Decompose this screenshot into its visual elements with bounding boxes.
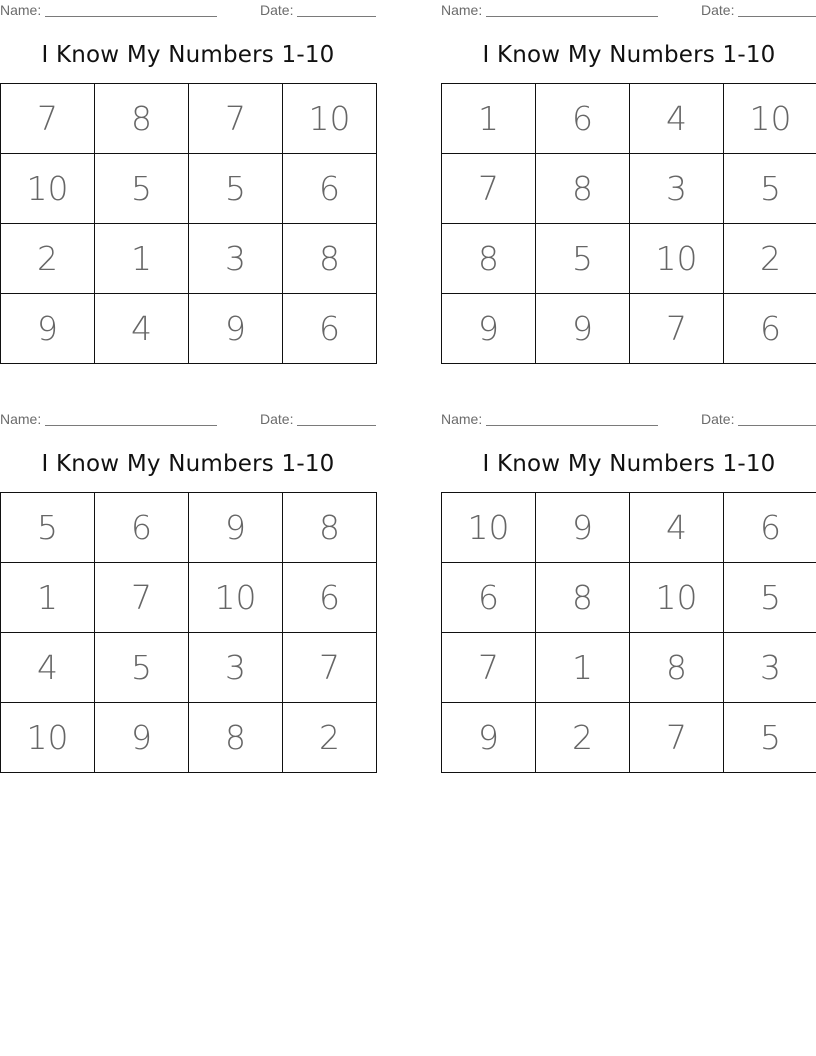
- number-cell: 7: [630, 294, 724, 364]
- number-cell: 1: [442, 84, 536, 154]
- date-blank-line: [297, 411, 376, 426]
- number-cell: 6: [283, 563, 377, 633]
- number-cell: 1: [1, 563, 95, 633]
- number-cell: 8: [283, 493, 377, 563]
- number-cell: 4: [630, 84, 724, 154]
- number-cell: 9: [95, 703, 189, 773]
- name-date-line: [441, 409, 816, 429]
- grid-row: [442, 154, 816, 224]
- number-cell: 8: [536, 154, 630, 224]
- grid-row: [1, 154, 377, 224]
- date-blank-line: [738, 411, 816, 426]
- number-cell: 10: [630, 563, 724, 633]
- number-cell: 7: [283, 633, 377, 703]
- number-cell: 9: [189, 493, 283, 563]
- name-label: Name:: [441, 2, 483, 18]
- number-cell: 10: [442, 493, 536, 563]
- date-blank-line: [297, 2, 376, 17]
- number-cell: 3: [189, 633, 283, 703]
- number-cell: 10: [724, 84, 816, 154]
- date-label: Date:: [701, 411, 735, 427]
- number-cell: 10: [630, 224, 724, 294]
- worksheet-title: I Know My Numbers 1-10: [41, 451, 335, 477]
- number-cell: 5: [189, 154, 283, 224]
- name-date-line: [0, 409, 376, 429]
- grid-row: [1, 703, 377, 773]
- name-label: Name:: [0, 411, 42, 427]
- name-blank-line: [486, 2, 658, 17]
- number-cell: 6: [724, 493, 816, 563]
- number-cell: 10: [283, 84, 377, 154]
- number-cell: 8: [536, 563, 630, 633]
- grid-row: [1, 84, 377, 154]
- number-cell: 7: [189, 84, 283, 154]
- number-cell: 8: [283, 224, 377, 294]
- number-cell: 4: [95, 294, 189, 364]
- number-cell: 8: [95, 84, 189, 154]
- name-blank-line: [486, 411, 658, 426]
- number-cell: 5: [95, 154, 189, 224]
- number-cell: 7: [442, 154, 536, 224]
- number-grid: [441, 492, 816, 773]
- number-cell: 9: [1, 294, 95, 364]
- number-cell: 9: [442, 703, 536, 773]
- grid-row: [1, 294, 377, 364]
- number-cell: 8: [442, 224, 536, 294]
- number-cell: 5: [95, 633, 189, 703]
- number-cell: 5: [724, 154, 816, 224]
- grid-row: [442, 294, 816, 364]
- date-label: Date:: [260, 411, 294, 427]
- number-cell: 6: [724, 294, 816, 364]
- name-blank-line: [45, 411, 217, 426]
- date-label: Date:: [260, 2, 294, 18]
- number-cell: 2: [724, 224, 816, 294]
- name-label: Name:: [441, 411, 483, 427]
- number-cell: 4: [1, 633, 95, 703]
- grid-row: [442, 563, 816, 633]
- number-cell: 5: [1, 493, 95, 563]
- number-cell: 3: [630, 154, 724, 224]
- grid-row: [442, 224, 816, 294]
- number-cell: 9: [189, 294, 283, 364]
- number-cell: 9: [536, 493, 630, 563]
- number-cell: 6: [95, 493, 189, 563]
- number-cell: 7: [630, 703, 724, 773]
- name-blank-line: [45, 2, 217, 17]
- grid-row: [442, 493, 816, 563]
- grid-row: [442, 84, 816, 154]
- grid-row: [1, 633, 377, 703]
- number-cell: 3: [189, 224, 283, 294]
- name-label: Name:: [0, 2, 42, 18]
- number-cell: 9: [536, 294, 630, 364]
- grid-row: [1, 563, 377, 633]
- number-cell: 5: [536, 224, 630, 294]
- number-cell: 2: [283, 703, 377, 773]
- number-grid: [441, 83, 816, 364]
- number-cell: 9: [442, 294, 536, 364]
- number-cell: 6: [283, 294, 377, 364]
- number-cell: 6: [536, 84, 630, 154]
- number-cell: 7: [442, 633, 536, 703]
- date-label: Date:: [701, 2, 735, 18]
- name-date-line: [0, 0, 376, 20]
- grid-row: [442, 703, 816, 773]
- number-cell: 6: [283, 154, 377, 224]
- number-grid: [0, 83, 377, 364]
- worksheet-title: I Know My Numbers 1-10: [482, 451, 776, 477]
- number-cell: 5: [724, 703, 816, 773]
- grid-row: [1, 493, 377, 563]
- number-cell: 1: [95, 224, 189, 294]
- number-cell: 10: [1, 703, 95, 773]
- worksheet-title: I Know My Numbers 1-10: [482, 42, 776, 68]
- name-date-line: [441, 0, 816, 20]
- number-cell: 7: [95, 563, 189, 633]
- number-cell: 1: [536, 633, 630, 703]
- number-cell: 8: [630, 633, 724, 703]
- number-cell: 2: [536, 703, 630, 773]
- number-cell: 2: [1, 224, 95, 294]
- number-cell: 7: [1, 84, 95, 154]
- number-cell: 10: [1, 154, 95, 224]
- number-cell: 3: [724, 633, 816, 703]
- number-cell: 4: [630, 493, 724, 563]
- grid-row: [1, 224, 377, 294]
- number-cell: 10: [189, 563, 283, 633]
- grid-row: [442, 633, 816, 703]
- number-grid: [0, 492, 377, 773]
- date-blank-line: [738, 2, 816, 17]
- number-cell: 5: [724, 563, 816, 633]
- worksheet-title: I Know My Numbers 1-10: [41, 42, 335, 68]
- number-cell: 8: [189, 703, 283, 773]
- number-cell: 6: [442, 563, 536, 633]
